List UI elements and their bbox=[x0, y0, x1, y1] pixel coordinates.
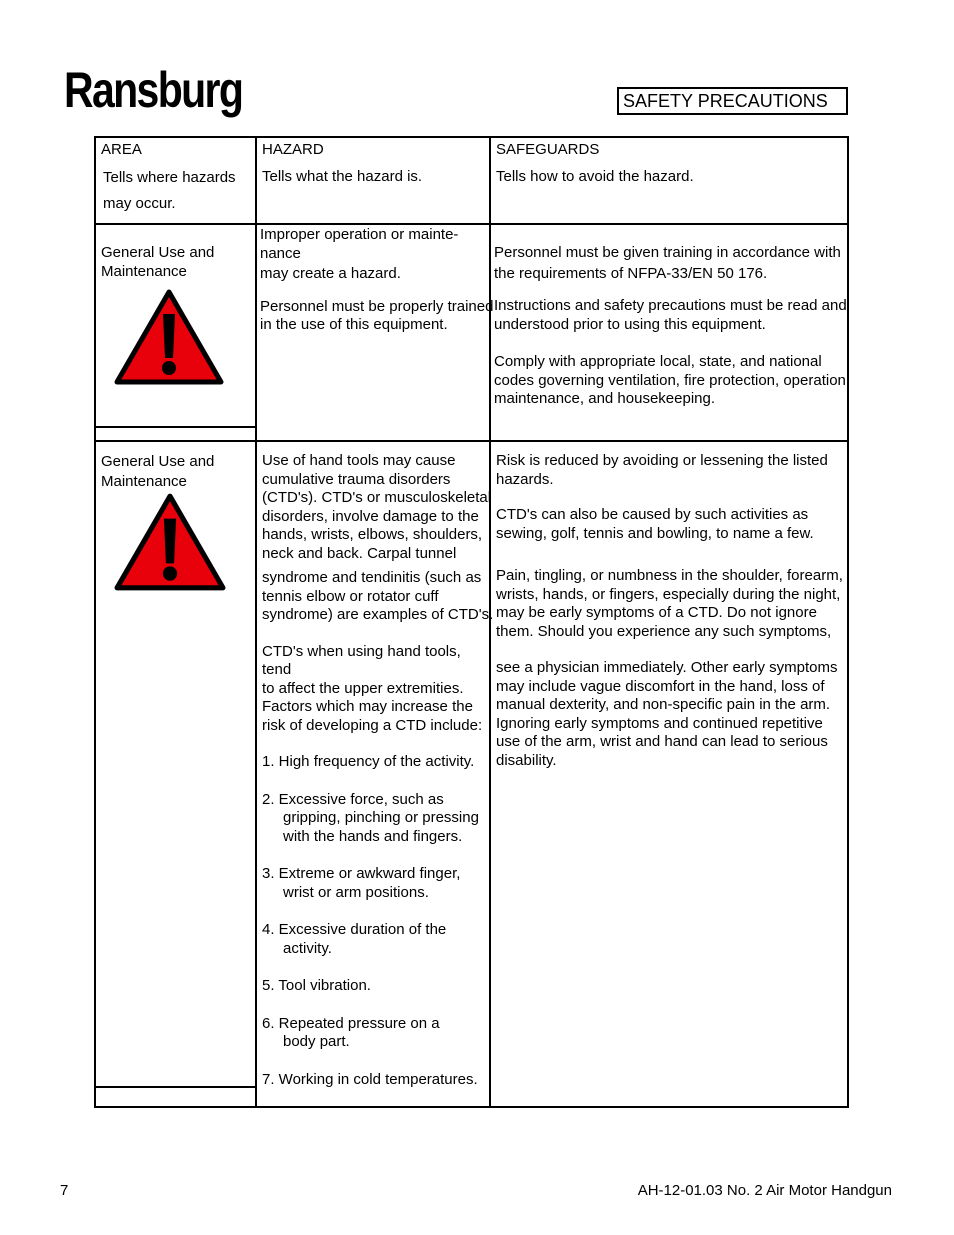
row2-safeguards bbox=[496, 452, 843, 770]
row1-area bbox=[101, 244, 214, 281]
header-hazard: HAZARD bbox=[262, 141, 324, 158]
row2-safeguards-line: Ignoring early symptoms and continued repetitive bbox=[496, 714, 823, 732]
row2-hazard-line: tennis elbow or rotator cuff bbox=[262, 587, 439, 605]
row2-area bbox=[101, 452, 214, 492]
row1-safeguards-line: maintenance, and housekeeping. bbox=[494, 390, 716, 407]
row2-hazard-line: risk of developing a CTD include: bbox=[262, 716, 483, 734]
hazard-list-item-cont: with the hands and fingers. bbox=[283, 827, 463, 845]
row1-safeguards-line: the requirements of NFPA-33/EN 50 176. bbox=[494, 264, 768, 282]
hazard-list-item: 3. Extreme or awkward finger, bbox=[262, 865, 461, 882]
hazard-list-item: 6. Repeated pressure on a bbox=[262, 1014, 440, 1032]
section-title: SAFETY PRECAUTIONS bbox=[617, 87, 848, 115]
row2-safeguards-line: manual dexterity, and non-specific pain in the arm. bbox=[496, 696, 831, 713]
row2-hazard-line: tend bbox=[262, 661, 292, 678]
hazard-list-item-cont: body part. bbox=[283, 1033, 350, 1050]
row1-safeguards-line: codes governing ventilation, fire protection, operation bbox=[494, 371, 846, 389]
legend-hazard: Tells what the hazard is. bbox=[262, 168, 423, 185]
page-number: 7 bbox=[60, 1182, 69, 1199]
ransburg-logo: Ransburg bbox=[64, 62, 243, 118]
row2-safeguards-line: hazards. bbox=[496, 470, 554, 488]
row1-hazard-line: Improper operation or mainte- bbox=[260, 226, 459, 243]
row1-safeguards bbox=[494, 244, 847, 409]
hazard-list-item: 4. Excessive duration of the bbox=[262, 921, 447, 938]
hazard-list-item: 1. High frequency of the activity. bbox=[262, 753, 475, 770]
row2-hazard-line: cumulative trauma disorders bbox=[262, 470, 451, 488]
legend-area bbox=[103, 165, 236, 217]
row1-safeguards-line: understood prior to using this equipment. bbox=[494, 315, 766, 333]
row1-area-line: Maintenance bbox=[101, 262, 187, 280]
row-divider bbox=[96, 223, 847, 225]
legend-area-line: may occur. bbox=[103, 195, 176, 212]
row2-safeguards-line: Pain, tingling, or numbness in the shoulder, forearm, bbox=[496, 567, 843, 584]
row-divider bbox=[96, 1086, 255, 1088]
row2-safeguards-line: see a physician immediately. Other early symptoms bbox=[496, 659, 838, 676]
row2-safeguards-line: CTD's can also be caused by such activities as bbox=[496, 506, 809, 523]
hazard-list-item: 5. Tool vibration. bbox=[262, 977, 371, 994]
legend-safeguards: Tells how to avoid the hazard. bbox=[496, 168, 694, 185]
row2-hazard-line: Use of hand tools may cause bbox=[262, 452, 456, 469]
row2-hazard bbox=[262, 452, 493, 1089]
legend-area-line: Tells where hazards bbox=[103, 169, 236, 186]
row1-safeguards-line: Instructions and safety precautions must be read and bbox=[494, 297, 847, 314]
row2-hazard-line: hands, wrists, elbows, shoulders, bbox=[262, 526, 483, 543]
row2-safeguards-line: disability. bbox=[496, 751, 557, 769]
row2-safeguards-line: use of the arm, wrist and hand can lead to serious bbox=[496, 733, 828, 750]
hazard-list-item-cont: wrist or arm positions. bbox=[283, 883, 429, 901]
row-divider bbox=[96, 426, 255, 428]
row1-area-line: General Use and bbox=[101, 244, 215, 261]
row1-hazard bbox=[260, 226, 493, 335]
row1-hazard-line: nance bbox=[260, 244, 301, 262]
hazard-list-item-cont: gripping, pinching or pressing bbox=[283, 809, 479, 826]
hazard-list-item-cont: activity. bbox=[283, 939, 332, 957]
row1-safeguards-line: Comply with appropriate local, state, and national bbox=[494, 353, 822, 370]
header-safeguards: SAFEGUARDS bbox=[496, 141, 600, 158]
row2-hazard-line: to affect the upper extremities. bbox=[262, 679, 464, 697]
hazard-list-item: 7. Working in cold temperatures. bbox=[262, 1070, 478, 1088]
row2-safeguards-line: may include vague discomfort in the hand, loss of bbox=[496, 677, 825, 695]
row2-safeguards-line: them. Should you experience any such symptoms, bbox=[496, 622, 832, 640]
row2-area-line: General Use and bbox=[101, 453, 215, 470]
row1-hazard-line: in the use of this equipment. bbox=[260, 316, 448, 333]
row2-hazard-line: neck and back. Carpal tunnel bbox=[262, 544, 457, 562]
column-divider bbox=[255, 138, 257, 1106]
row2-hazard-line: Factors which may increase the bbox=[262, 698, 473, 715]
row1-hazard-line: Personnel must be properly trained bbox=[260, 297, 494, 315]
warning-triangle-icon bbox=[113, 288, 225, 388]
row2-hazard-line: (CTD's). CTD's or musculoskeletal bbox=[262, 489, 492, 506]
hazard-list-item: 2. Excessive force, such as bbox=[262, 790, 444, 808]
document-id: AH-12-01.03 No. 2 Air Motor Handgun bbox=[637, 1182, 892, 1199]
row1-safeguards-line: Personnel must be given training in accordance with bbox=[494, 244, 841, 261]
row2-hazard-line: disorders, involve damage to the bbox=[262, 507, 479, 525]
row2-area-line: Maintenance bbox=[101, 473, 187, 490]
warning-triangle-icon bbox=[113, 492, 227, 594]
row2-safeguards-line: may be early symptoms of a CTD. Do not ignore bbox=[496, 604, 817, 621]
row2-hazard-line: syndrome and tendinitis (such as bbox=[262, 569, 482, 586]
row2-hazard-line: CTD's when using hand tools, bbox=[262, 642, 461, 660]
safety-table bbox=[94, 136, 849, 1108]
row1-hazard-line: may create a hazard. bbox=[260, 265, 401, 282]
row2-safeguards-line: sewing, golf, tennis and bowling, to name a few. bbox=[496, 524, 814, 542]
header-area: AREA bbox=[101, 141, 142, 158]
row2-safeguards-line: wrists, hands, or fingers, especially during the night, bbox=[496, 585, 841, 603]
row-divider bbox=[96, 440, 847, 442]
row2-hazard-line: syndrome) are examples of CTD's. bbox=[262, 606, 494, 623]
row2-safeguards-line: Risk is reduced by avoiding or lessening the listed bbox=[496, 452, 828, 469]
